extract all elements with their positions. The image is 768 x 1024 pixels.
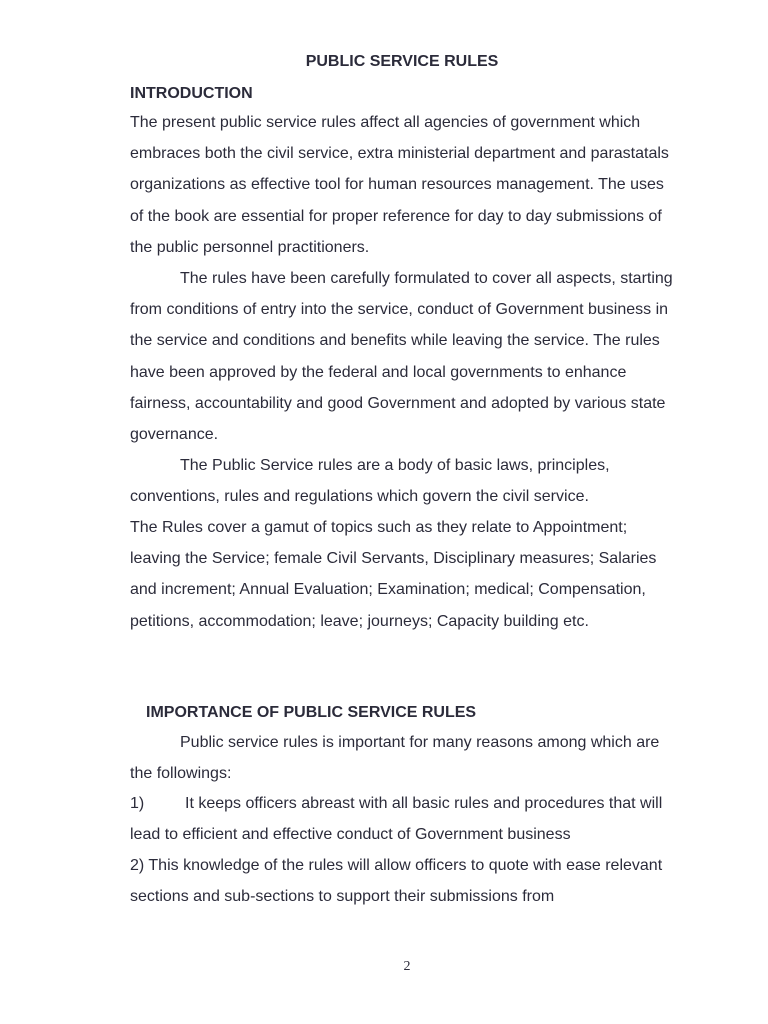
list-item-number: 2) bbox=[130, 857, 145, 874]
page-number: 2 bbox=[403, 959, 411, 974]
list-item-number: 1) bbox=[130, 795, 145, 812]
importance-intro-paragraph: Public service rules is important for many reasons among which are the followings: bbox=[130, 734, 660, 783]
intro-paragraph-4: The Rules cover a gamut of topics such as they relate to Appointment; leaving the Service; female Civil Servants, Disciplinary measures; Salaries and increment; Annual Evaluation; Examination; medical; Compensation, petitions, accommodation; leave; journeys; Capacity building etc. bbox=[130, 519, 657, 630]
list-item-text: It keeps officers abreast with all basic rules and procedures that will lead to efficient and effective conduct of Government business bbox=[130, 795, 663, 844]
document-title: PUBLIC SERVICE RULES bbox=[305, 53, 499, 70]
intro-paragraph-2: The rules have been carefully formulated to cover all aspects, starting from conditions of entry into the service, conduct of Government business in the service and conditions and benefits while leaving the service. The rules have been approved by the federal and local governments to enhance fairness, accountability and good Government and adopted by various state governance. bbox=[130, 270, 673, 444]
list-item-text: This knowledge of the rules will allow officers to quote with ease relevant sections and sub-sections to support their submissions from bbox=[130, 857, 663, 906]
intro-paragraph-3: The Public Service rules are a body of basic laws, principles, conventions, rules and regulations which govern the civil service. bbox=[130, 457, 610, 506]
list-item bbox=[130, 788, 675, 850]
list-item bbox=[130, 850, 675, 912]
intro-paragraph-1: The present public service rules affect all agencies of government which embraces both the civil service, extra ministerial department and parastatals organizations as effective tool for human resources management. The uses of the book are essential for proper reference for day to day submissions of the public personnel practitioners. bbox=[130, 114, 669, 256]
importance-heading: IMPORTANCE OF PUBLIC SERVICE RULES bbox=[146, 704, 477, 721]
introduction-heading: INTRODUCTION bbox=[130, 85, 253, 102]
